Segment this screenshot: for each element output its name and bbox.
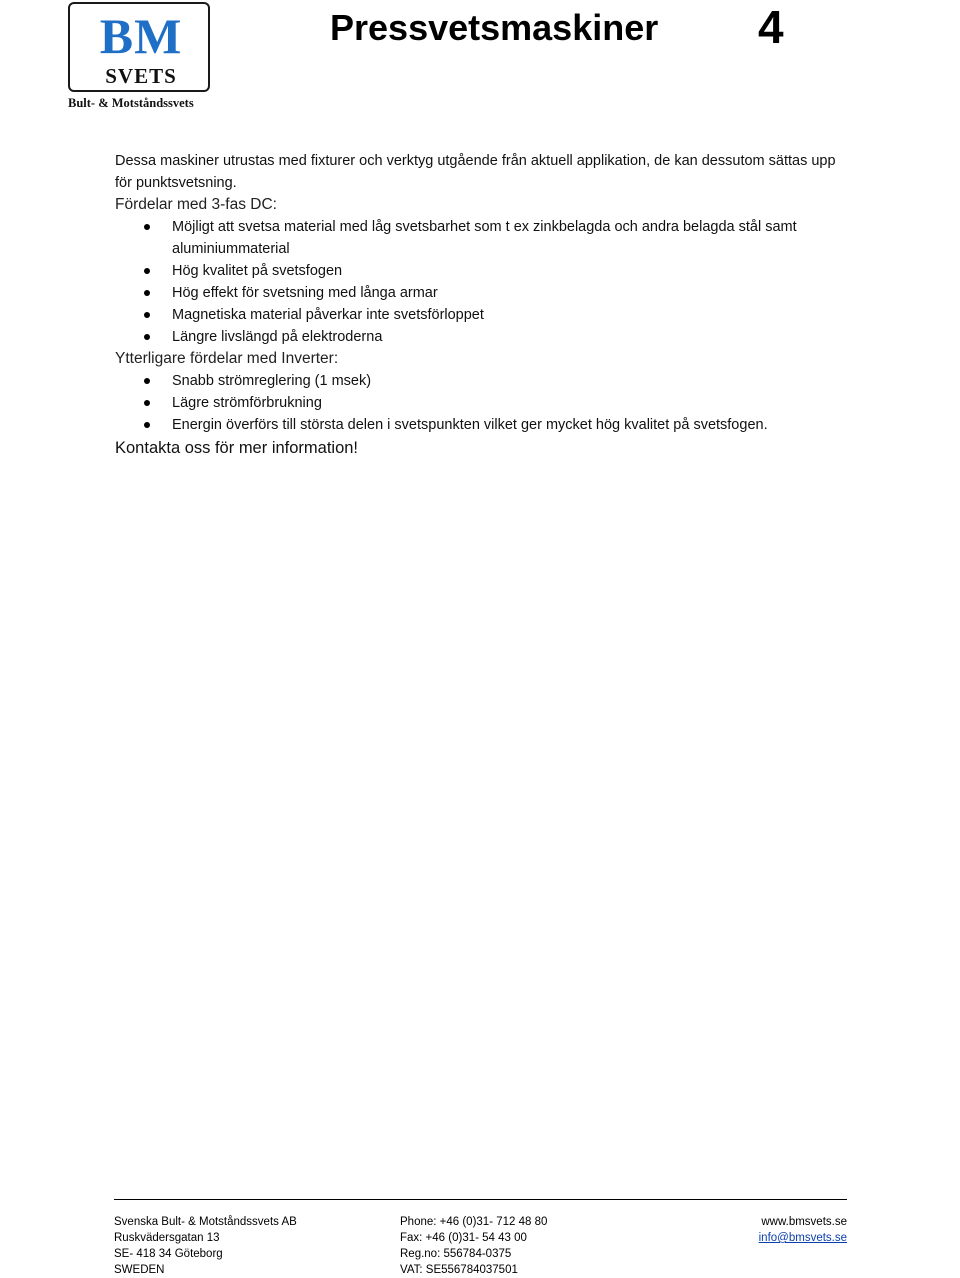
footer-country: SWEDEN <box>114 1264 165 1276</box>
list-item-text: Hög effekt för svetsning med långa armar <box>172 285 438 301</box>
bullet-icon <box>144 422 150 428</box>
section-heading-inverter: Ytterligare fördelar med Inverter: <box>115 350 339 367</box>
footer-city: SE- 418 34 Göteborg <box>114 1248 223 1260</box>
page-number: 4 <box>758 1 784 53</box>
intro-paragraph: Dessa maskiner utrustas med fixturer och verktyg utgående från aktuell applikation, de kan dessutom sättas upp för punktsvetsning. <box>115 153 836 191</box>
list-item <box>172 216 855 260</box>
list-item-text: Energin överförs till största delen i svetspunkten vilket ger mycket hög kvalitet på svetsfogen. <box>172 417 768 433</box>
list-item <box>172 370 855 392</box>
bullet-icon <box>144 334 150 340</box>
footer-address-column <box>114 1214 297 1278</box>
company-logo <box>68 2 214 112</box>
list-item <box>172 326 855 348</box>
list-item-text: Möjligt att svetsa material med låg svetsbarhet som t ex zinkbelagda och andra belagda stål samt aluminiummaterial <box>172 219 797 257</box>
logo-svets-text: SVETS <box>105 64 177 88</box>
list-item <box>172 304 855 326</box>
footer-phone: Phone: +46 (0)31- 712 48 80 <box>400 1216 548 1228</box>
footer-divider <box>114 1199 847 1200</box>
footer-vat: VAT: SE556784037501 <box>400 1264 518 1276</box>
footer-fax: Fax: +46 (0)31- 54 43 00 <box>400 1232 527 1244</box>
list-item-text: Hög kvalitet på svetsfogen <box>172 263 343 279</box>
contact-line: Kontakta oss för mer information! <box>115 439 359 457</box>
bullet-icon <box>144 224 150 230</box>
list-item <box>172 414 855 436</box>
footer-street: Ruskvädersgatan 13 <box>114 1232 220 1244</box>
list-item <box>172 282 855 304</box>
logo-frame <box>68 2 210 92</box>
list-item-text: Lägre strömförbrukning <box>172 395 322 411</box>
main-content <box>115 150 855 460</box>
footer-company-name: Svenska Bult- & Motståndssvets AB <box>114 1216 297 1228</box>
footer-reg-no: Reg.no: 556784-0375 <box>400 1248 512 1260</box>
bullet-icon <box>144 312 150 318</box>
logo-tagline: Bult- & Motståndssvets <box>68 96 194 110</box>
bullet-icon <box>144 378 150 384</box>
list-item-text: Magnetiska material påverkar inte svetsförloppet <box>172 307 484 323</box>
footer-web-column <box>759 1214 847 1246</box>
page-title: Pressvetsmaskiner <box>330 7 659 48</box>
bullet-list-3fas-dc <box>115 216 855 348</box>
footer-contact-column <box>400 1214 547 1278</box>
list-item <box>172 260 855 282</box>
footer-website-link[interactable]: www.bmsvets.se <box>761 1216 847 1228</box>
logo-bm-text: BM <box>99 8 183 64</box>
bullet-icon <box>144 268 150 274</box>
list-item-text: Längre livslängd på elektroderna <box>172 329 383 345</box>
list-item-text: Snabb strömreglering (1 msek) <box>172 373 372 389</box>
bullet-list-inverter <box>115 370 855 436</box>
list-item <box>172 392 855 414</box>
bullet-icon <box>144 400 150 406</box>
footer-email-link[interactable]: info@bmsvets.se <box>758 1232 847 1244</box>
bullet-icon <box>144 290 150 296</box>
section-heading-3fas-dc: Fördelar med 3-fas DC: <box>115 196 277 213</box>
